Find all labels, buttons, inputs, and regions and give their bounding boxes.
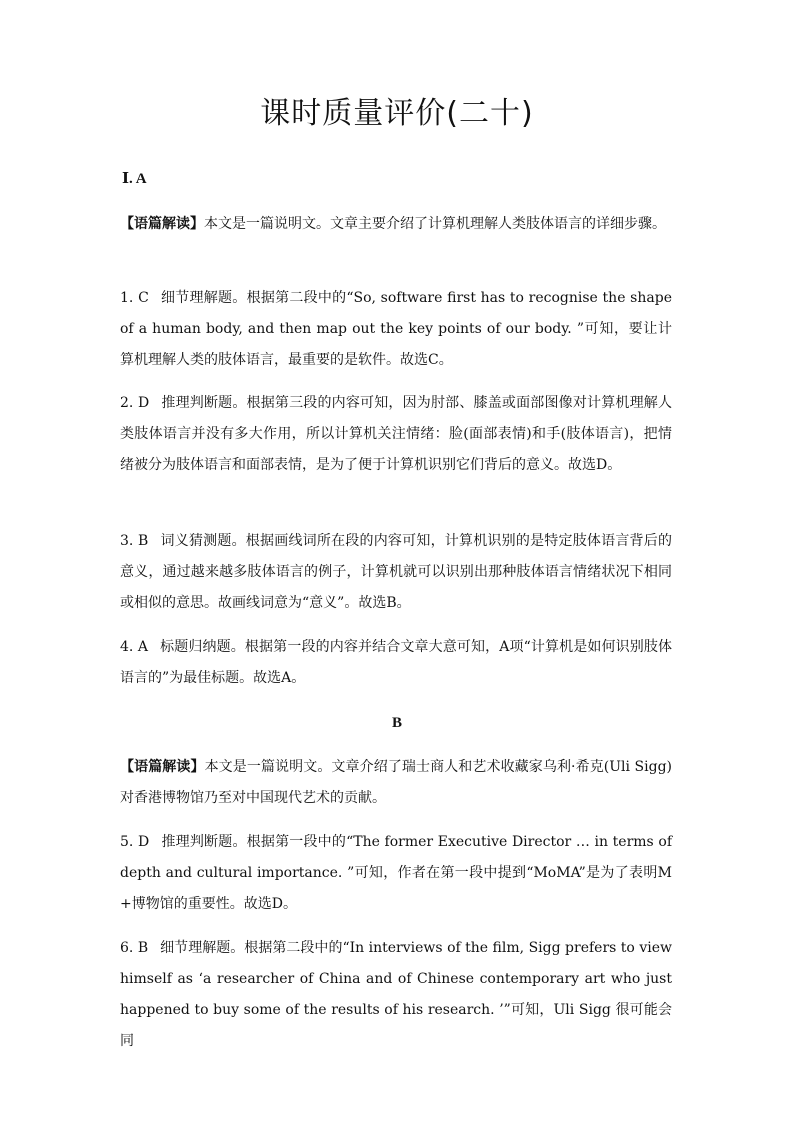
answer-text: 细节理解题。根据第二段中的“In interviews of the film, Sigg prefers to view himself as ‘a researcher of China and of Chinese contemporary art who just happened to buy some of the results of his research. ’”可知，Uli Sigg 很可能会同 xyxy=(120,940,672,1049)
analysis-text: 本文是一篇说明文。文章介绍了瑞士商人和艺术收藏家乌利·希克(Uli Sigg)对香港博物馆乃至对中国现代艺术的贡献。 xyxy=(120,759,672,806)
answer-number: 4. A xyxy=(120,639,149,655)
answer-text: 细节理解题。根据第二段中的“So, software first has to recognise the shape of a human body, and then map out the key points of our body. ”可知，要让计算机理解人类的肢体语言，最重要的是软件。故选C。 xyxy=(120,290,672,368)
section-a-analysis xyxy=(120,209,672,240)
answer-item-4 xyxy=(120,632,672,694)
answer-number: 2. D xyxy=(120,395,150,411)
answer-number: 6. B xyxy=(120,940,149,956)
answer-number: 3. B xyxy=(120,533,149,549)
answer-text: 推理判断题。根据第三段的内容可知，因为肘部、膝盖或面部图像对计算机理解人类肢体语言并没有多大作用，所以计算机关注情绪：脸(面部表情)和手(肢体语言)，把情绪被分为肢体语言和面部表情，是为了便于计算机识别它们背后的意义。故选D。 xyxy=(120,395,672,473)
section-b-analysis xyxy=(120,752,672,814)
answer-item-1 xyxy=(120,283,672,376)
analysis-text: 本文是一篇说明文。文章主要介绍了计算机理解人类肢体语言的详细步骤。 xyxy=(204,216,666,232)
answer-text: 推理判断题。根据第一段中的“The former Executive Director … in terms of depth and cultural importance. ”可知，作者在第一段中提到“MoMA”是为了表明M+博物馆的重要性。故选D。 xyxy=(120,834,672,912)
analysis-label: 【语篇解读】 xyxy=(120,759,205,775)
answer-number: 1. C xyxy=(120,290,149,306)
answer-item-3 xyxy=(120,526,672,619)
page-title: 课时质量评价(二十) xyxy=(260,96,534,131)
answer-item-5 xyxy=(120,827,672,920)
analysis-label: 【语篇解读】 xyxy=(120,216,204,232)
section-b-heading: B xyxy=(391,715,402,731)
answer-number: 5. D xyxy=(120,834,150,850)
section-a-heading: Ⅰ. A xyxy=(122,171,147,187)
answer-text: 词义猜测题。根据画线词所在段的内容可知，计算机识别的是特定肢体语言背后的意义，通过越来越多肢体语言的例子，计算机就可以识别出那种肢体语言情绪状况下相同或相似的意思。故画线词意为“意义”。故选B。 xyxy=(120,533,672,611)
answer-item-6 xyxy=(120,933,672,1057)
answer-item-2 xyxy=(120,388,672,481)
answer-text: 标题归纳题。根据第一段的内容并结合文章大意可知，A项“计算机是如何识别肢体语言的”为最佳标题。故选A。 xyxy=(120,639,672,686)
